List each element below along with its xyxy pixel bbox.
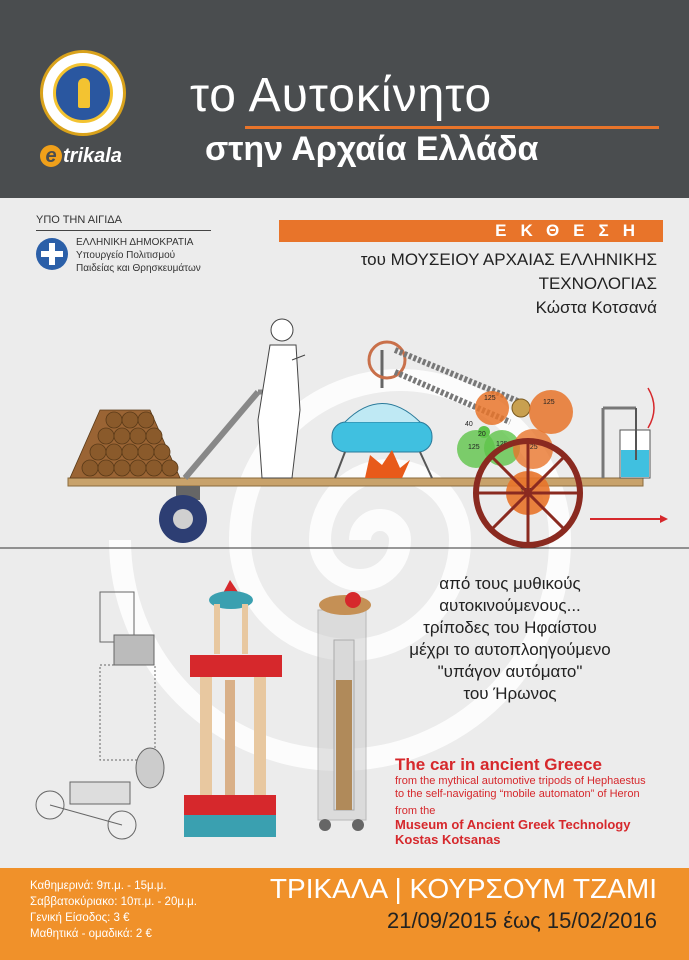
description-line: τρίποδες του Ηφαίστου: [423, 618, 597, 637]
ministry-line2: Παιδείας και Θρησκευμάτων: [76, 263, 201, 274]
gear-label: 125: [520, 488, 532, 495]
curator-name: Κώστα Κοτσανά: [535, 298, 657, 317]
en-from-label: from the: [395, 805, 436, 817]
motion-arrow-icon: [648, 388, 654, 428]
en-title: The car in ancient Greece: [395, 755, 602, 774]
page-title-line1: το Αυτοκίνητο: [190, 69, 493, 122]
en-subtitle-line1: from the mythical automotive tripods of Hephaestus: [395, 775, 646, 787]
ministry-line1: Υπουργείο Πολιτισμού: [76, 250, 176, 261]
gear-label: 125: [543, 399, 555, 406]
description-line: μέχρι το αυτοπλοηγούμενο: [409, 640, 611, 659]
hours-line: Γενική Είσοδος: 3 €: [30, 912, 130, 924]
description-line: αυτοκινούμενους...: [439, 596, 581, 615]
gear-label: 125: [468, 444, 480, 451]
logo-text: trikala: [63, 145, 122, 167]
logo-letter: e: [40, 145, 62, 167]
description-line: από τους μυθικούς: [439, 574, 581, 593]
en-museum-line2: Kostas Kotsanas: [395, 832, 501, 847]
gear-label: 20: [478, 431, 486, 438]
venue: ΤΡΙΚΑΛΑ | ΚΟΥΡΣΟΥΜ ΤΖΑΜΙ: [269, 873, 657, 904]
description-en: [395, 755, 685, 847]
republic-name: ΕΛΛΗΝΙΚΗ ΔΗΜΟΚΡΑΤΙΑ: [76, 237, 194, 248]
opening-hours: [30, 878, 197, 942]
hours-line: Καθημερινά: 9π.μ. - 15μ.μ.: [30, 880, 167, 892]
load-pile: [70, 410, 180, 478]
rear-wheel: [476, 441, 580, 545]
cart-platform: [68, 478, 643, 486]
gear-label: 40: [465, 421, 473, 428]
water-tank: [603, 408, 650, 478]
museum-line1: του ΜΟΥΣΕΙΟΥ ΑΡΧΑΙΑΣ ΕΛΛΗΝΙΚΗΣ: [360, 250, 657, 269]
exhibition-dates: 21/09/2015 έως 15/02/2016: [386, 908, 657, 933]
page-title-line2: στην Αρχαία Ελλάδα: [205, 130, 539, 168]
museum-line2: ΤΕΧΝΟΛΟΓΙΑΣ: [538, 274, 657, 293]
gear-label: 125: [496, 441, 508, 448]
description-line: του Ήρωνος: [463, 684, 557, 703]
exhibition-banner: ΕΚΘΕΣΗ: [279, 220, 663, 242]
hours-line: Σαββατοκύριακο: 10π.μ. - 20μ.μ.: [30, 896, 197, 908]
sprocket-icon: [512, 399, 530, 417]
patronage-label: ΥΠΟ ΤΗΝ ΑΙΓΙΔΑ: [36, 214, 211, 231]
ancient-figure: [258, 319, 305, 478]
hours-line: Μαθητικά - ομαδικά: 2 €: [30, 928, 152, 940]
description-gr: [360, 573, 660, 705]
en-museum-line1: Museum of Ancient Greek Technology: [395, 817, 631, 832]
description-line: "υπάγον αυτόματο": [437, 662, 583, 681]
gear-label: 125: [526, 444, 538, 451]
front-wheel: [159, 486, 207, 543]
en-subtitle-line2: to the self-navigating “mobile automaton” of Heron: [395, 788, 640, 800]
gear-label: 125: [484, 395, 496, 402]
